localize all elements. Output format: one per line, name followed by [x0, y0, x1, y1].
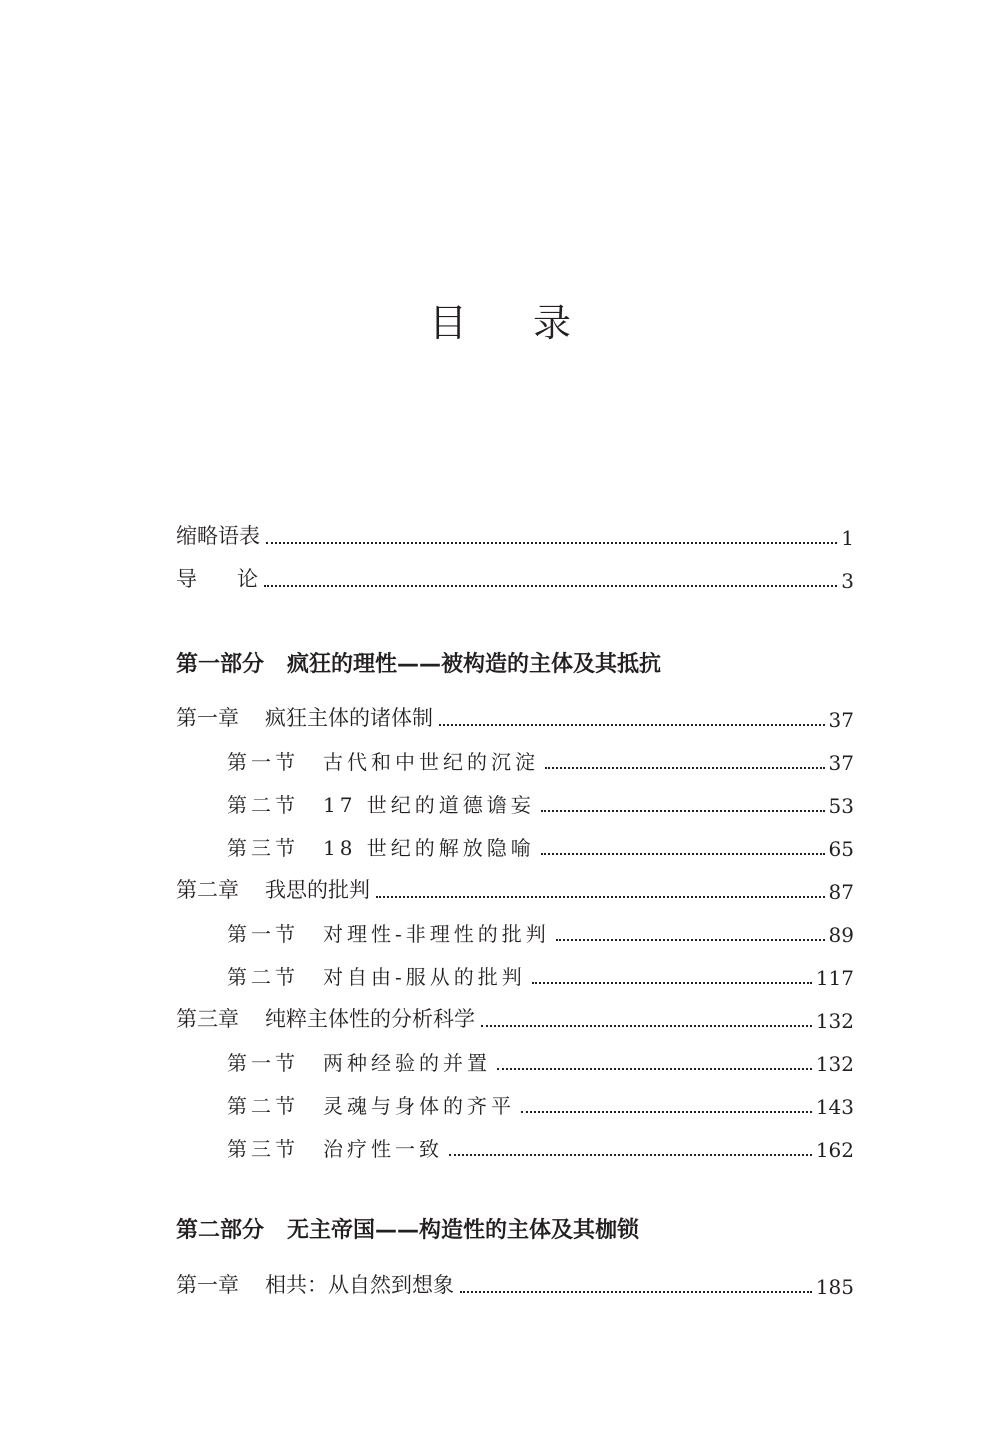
- page-title-char: 录: [533, 301, 572, 345]
- section-number: 第一节: [227, 922, 299, 946]
- chapter-number: 第一章: [176, 1273, 239, 1297]
- toc-entry-page: 1: [841, 526, 854, 550]
- toc-section[interactable]: [227, 954, 854, 990]
- toc-chapter[interactable]: [176, 1263, 854, 1299]
- dot-leader: [532, 982, 812, 984]
- dot-leader: [264, 585, 837, 587]
- toc-entry-page: 53: [828, 794, 854, 818]
- chapter-number: 第一章: [176, 706, 239, 730]
- section-title: 17 世纪的道德谵妄: [323, 793, 535, 817]
- toc-section[interactable]: [227, 739, 854, 775]
- section-title: 古代和中世纪的沉淀: [323, 750, 539, 774]
- dot-leader: [460, 1291, 812, 1293]
- toc-entry-page: 132: [815, 1052, 854, 1076]
- toc-section[interactable]: [227, 782, 854, 818]
- chapter-title: 纯粹主体性的分析科学: [265, 1007, 475, 1031]
- dot-leader: [521, 1111, 812, 1113]
- toc-entry-label: 导 论: [176, 567, 259, 591]
- toc-entry-page: 87: [828, 880, 854, 904]
- toc-entry-page: 162: [815, 1138, 854, 1162]
- section-title: 两种经验的并置: [323, 1051, 491, 1075]
- section-number: 第三节: [227, 1137, 299, 1161]
- section-title: 灵魂与身体的齐平: [323, 1094, 515, 1118]
- toc-entry-page: 37: [828, 708, 854, 732]
- section-number: 第二节: [227, 1094, 299, 1118]
- dot-leader: [541, 810, 825, 812]
- toc-entry-page: 143: [815, 1095, 854, 1119]
- section-number: 第三节: [227, 836, 299, 860]
- toc-chapter[interactable]: [176, 997, 854, 1033]
- toc-section[interactable]: [227, 1040, 854, 1076]
- dot-leader: [556, 939, 825, 941]
- toc-chapter[interactable]: [176, 868, 854, 904]
- section-number: 第一节: [227, 1051, 299, 1075]
- toc-section[interactable]: [227, 825, 854, 861]
- section-number: 第二节: [227, 965, 299, 989]
- part-heading: 第二部分 无主帝国——构造性的主体及其枷锁: [176, 1218, 639, 1243]
- toc-entry-abbreviations[interactable]: [176, 514, 854, 550]
- dot-leader: [497, 1068, 812, 1070]
- section-number: 第二节: [227, 793, 299, 817]
- toc-entry-page: 185: [815, 1275, 854, 1299]
- toc-entry-page: 3: [841, 569, 854, 593]
- section-title: 对自由-服从的批判: [323, 965, 526, 989]
- dot-leader: [481, 1025, 812, 1027]
- section-title: 18 世纪的解放隐喻: [323, 836, 535, 860]
- section-number: 第一节: [227, 750, 299, 774]
- section-title: 对理性-非理性的批判: [323, 922, 550, 946]
- toc-section[interactable]: [227, 1126, 854, 1162]
- part-heading: 第一部分 疯狂的理性——被构造的主体及其抵抗: [176, 652, 661, 677]
- section-title: 治疗性一致: [323, 1137, 443, 1161]
- toc-entry-page: 37: [828, 751, 854, 775]
- toc-entry-page: 65: [828, 837, 854, 861]
- chapter-title: 疯狂主体的诸体制: [265, 706, 433, 730]
- page-title-char: 目: [428, 301, 467, 345]
- toc-section[interactable]: [227, 911, 854, 947]
- toc-chapter[interactable]: [176, 696, 854, 732]
- toc-entry-label: 缩略语表: [176, 524, 260, 548]
- chapter-title: 相共：从自然到想象: [265, 1273, 454, 1297]
- toc-entry-page: 117: [815, 966, 854, 990]
- chapter-number: 第三章: [176, 1007, 239, 1031]
- toc-entry-page: 132: [815, 1009, 854, 1033]
- chapter-number: 第二章: [176, 878, 239, 902]
- toc-section[interactable]: [227, 1083, 854, 1119]
- page-title: [0, 292, 1000, 347]
- toc-entry-introduction[interactable]: [176, 557, 854, 593]
- dot-leader: [439, 724, 825, 726]
- toc-entry-page: 89: [828, 923, 854, 947]
- chapter-title: 我思的批判: [265, 878, 370, 902]
- dot-leader: [545, 767, 825, 769]
- dot-leader: [449, 1154, 812, 1156]
- dot-leader: [376, 896, 825, 898]
- dot-leader: [541, 853, 825, 855]
- dot-leader: [266, 542, 837, 544]
